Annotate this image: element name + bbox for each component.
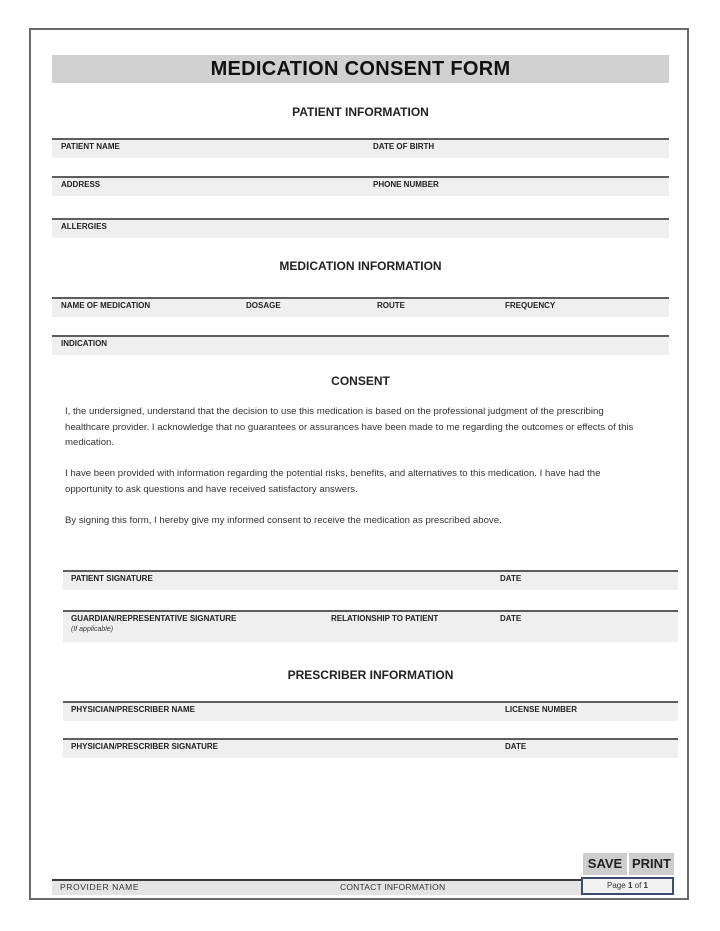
page-total: 1 <box>643 881 648 890</box>
save-button[interactable]: SAVE <box>583 853 627 875</box>
print-button[interactable]: PRINT <box>629 853 674 875</box>
dob-label: DATE OF BIRTH <box>373 142 435 151</box>
prescriber-name-row[interactable] <box>63 701 678 721</box>
consent-heading: CONSENT <box>331 374 390 388</box>
address-phone-row[interactable] <box>52 176 669 196</box>
consent-paragraph: I have been provided with information regarding the potential risks, benefits, and alternatives to this medication. I have had the opportunity to ask questions and have received satisfactory answers. <box>65 468 601 495</box>
consent-paragraph: I, the undersigned, understand that the decision to use this medication is based on the professional judgment of the prescribing healthcare provider. I acknowledge that no guarantees or assurances have been made to me regarding the outcomes or effects of this medication. <box>65 406 634 448</box>
relationship-label: RELATIONSHIP TO PATIENT <box>331 614 439 623</box>
dosage-label: DOSAGE <box>246 301 281 310</box>
frequency-label: FREQUENCY <box>505 301 556 310</box>
address-label: ADDRESS <box>61 180 101 189</box>
title-bar <box>52 55 669 83</box>
patient-signature-label: PATIENT SIGNATURE <box>71 574 153 583</box>
prescriber-name-label: PHYSICIAN/PRESCRIBER NAME <box>71 705 196 714</box>
patient-signature-row[interactable] <box>63 570 678 590</box>
license-number-label: LICENSE NUMBER <box>505 705 578 714</box>
page-current: 1 <box>627 881 633 890</box>
guardian-signature-row[interactable] <box>63 610 678 642</box>
prescriber-signature-label: PHYSICIAN/PRESCRIBER SIGNATURE <box>71 742 218 751</box>
patient-name-dob-row[interactable] <box>52 138 669 158</box>
allergies-row[interactable] <box>52 218 669 238</box>
patient-name-label: PATIENT NAME <box>61 142 120 151</box>
prescriber-info-heading: PRESCRIBER INFORMATION <box>287 668 454 682</box>
route-label: ROUTE <box>377 301 405 310</box>
patient-info-heading: PATIENT INFORMATION <box>292 105 429 119</box>
page-of: of <box>634 881 642 890</box>
allergies-label: ALLERGIES <box>61 222 107 231</box>
guardian-note: (If applicable) <box>71 626 114 633</box>
provider-name-label: PROVIDER NAME <box>60 882 140 892</box>
prescriber-signature-row[interactable] <box>63 738 678 758</box>
medication-info-heading: MEDICATION INFORMATION <box>279 259 442 273</box>
form-title: MEDICATION CONSENT FORM <box>210 58 511 80</box>
footer-bar <box>52 879 670 895</box>
indication-label: INDICATION <box>61 339 108 348</box>
page-prefix: Page <box>607 881 626 890</box>
signature-date-label: DATE <box>500 574 522 583</box>
medication-row[interactable] <box>52 297 669 317</box>
consent-paragraph: By signing this form, I hereby give my informed consent to receive the medication as prescribed above. <box>65 515 502 526</box>
guardian-date-label: DATE <box>500 614 522 623</box>
form-page <box>29 28 689 900</box>
page-indicator <box>581 877 674 895</box>
indication-row[interactable] <box>52 335 669 355</box>
guardian-signature-label: GUARDIAN/REPRESENTATIVE SIGNATURE <box>71 614 237 623</box>
phone-label: PHONE NUMBER <box>373 180 439 189</box>
contact-info-label: CONTACT INFORMATION <box>340 882 446 892</box>
medication-name-label: NAME OF MEDICATION <box>61 301 151 310</box>
prescriber-date-label: DATE <box>505 742 527 751</box>
